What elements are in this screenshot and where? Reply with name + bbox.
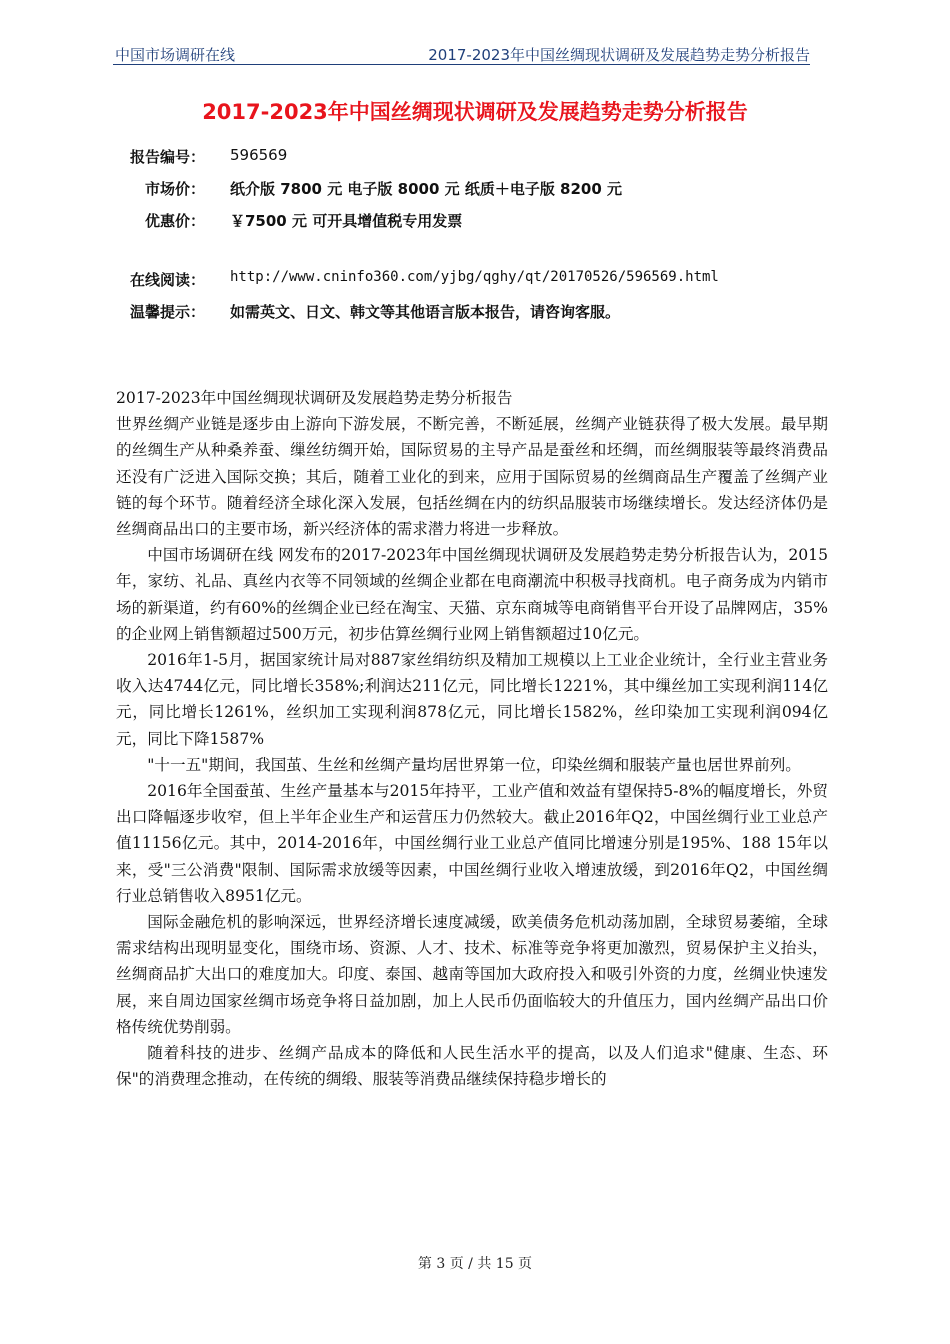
body-paragraph-4: "十一五"期间，我国茧、生丝和丝绸产量均居世界第一位，印染丝绸和服装产量也居世界前列。 (147, 755, 801, 774)
online-read-link[interactable]: http://www.cninfo360.com/yjbg/qghy/qt/20170526/596569.html (230, 269, 719, 285)
tip-value: 如需英文、日文、韩文等其他语言版本报告，请咨询客服。 (230, 303, 621, 321)
page-footer: 第 3 页 / 共 15 页 (417, 1256, 533, 1272)
header-site-name: 中国市场调研在线 (115, 46, 236, 64)
report-title: 2017-2023年中国丝绸现状调研及发展趋势走势分析报告 (202, 100, 748, 124)
body-paragraph-5: 2016年全国蚕茧、生丝产量基本与2015年持平，工业产值和效益有望保持5-8%的幅度增长，外贸出口降幅逐步收窄，但上半年企业生产和运营压力仍然较大。截止2016年Q2，中国丝绸行业工业总产值11156亿元。其中，2014-2016年，中国丝绸行业工业总产值同比增速分别是195%、188 15年以来，受"三公消费"限制、国际需求放缓等因素，中国丝绸行业收入增速放缓，到2016年Q2，中国丝绸行业总销售收入8951亿元。 (116, 782, 828, 905)
body-paragraph-7: 随着科技的进步、丝绸产品成本的降低和人民生活水平的提高，以及人们追求"健康、生态、环保"的消费理念推动，在传统的绸缎、服装等消费品继续保持稳步增长的 (116, 1044, 828, 1089)
body-paragraph-2: 中国市场调研在线 网发布的2017-2023年中国丝绸现状调研及发展趋势走势分析报告认为，2015年，家纺、礼品、真丝内衣等不同领域的丝绸企业都在电商潮流中积极寻找商机。电子商务成为内销市场的新渠道，约有60%的丝绸企业已经在淘宝、天猫、京东商城等电商销售平台开设了品牌网店，35%的企业网上销售额超过500万元，初步估算丝绸行业网上销售额超过10亿元。 (116, 546, 828, 643)
body-paragraph-1: 世界丝绸产业链是逐步由上游向下游发展，不断完善，不断延展，丝绸产业链获得了极大发展。最早期的丝绸生产从种桑养蚕、缫丝纺绸开始，国际贸易的主导产品是蚕丝和坯绸，而丝绸服装等最终消费品还没有广泛进入国际交换；其后，随着工业化的到来，应用于国际贸易的丝绸商品生产覆盖了丝绸产业链的每个环节。随着经济全球化深入发展，包括丝绸在内的纺织品服装市场继续增长。发达经济体仍是丝绸商品出口的主要市场，新兴经济体的需求潜力将进一步释放。 (116, 415, 828, 539)
discount-price-value: ￥7500 元 可开具增值税专用发票 (230, 212, 463, 230)
header-report-title: 2017-2023年中国丝绸现状调研及发展趋势走势分析报告 (428, 46, 810, 64)
report-body (116, 385, 828, 1092)
page-header (113, 40, 810, 65)
market-price-value: 纸介版 7800 元 电子版 8000 元 纸质＋电子版 8200 元 (230, 180, 623, 198)
body-paragraph-6: 国际金融危机的影响深远，世界经济增长速度减缓，欧美债务危机动荡加剧，全球贸易萎缩，全球需求结构出现明显变化，围绕市场、资源、人才、技术、标准等竞争将更加激烈，贸易保护主义抬头，丝绸商品扩大出口的难度加大。印度、泰国、越南等国加大政府投入和吸引外资的力度，丝绸业快速发展，来自周边国家丝绸市场竞争将日益加剧，加上人民币仍面临较大的升值压力，国内丝绸产品出口价格传统优势削弱。 (116, 913, 828, 1036)
report-number-value: 596569 (230, 146, 288, 164)
report-number-label: 报告编号： (129, 148, 205, 166)
body-paragraph-3: 2016年1-5月，据国家统计局对887家丝绢纺织及精加工规模以上工业企业统计，全行业主营业务收入达4744亿元，同比增长358%;利润达211亿元，同比增长1221%，其中缫丝加工实现利润114亿元，同比增长1261%，丝织加工实现利润878亿元，同比增长1582%，丝印染加工实现利润094亿元，同比下降1587% (116, 651, 828, 748)
online-read-label: 在线阅读： (129, 271, 205, 289)
body-heading: 2017-2023年中国丝绸现状调研及发展趋势走势分析报告 (116, 389, 513, 407)
discount-price-label: 优惠价： (144, 212, 205, 230)
market-price-label: 市场价： (144, 180, 205, 198)
tip-label: 温馨提示： (129, 303, 205, 321)
